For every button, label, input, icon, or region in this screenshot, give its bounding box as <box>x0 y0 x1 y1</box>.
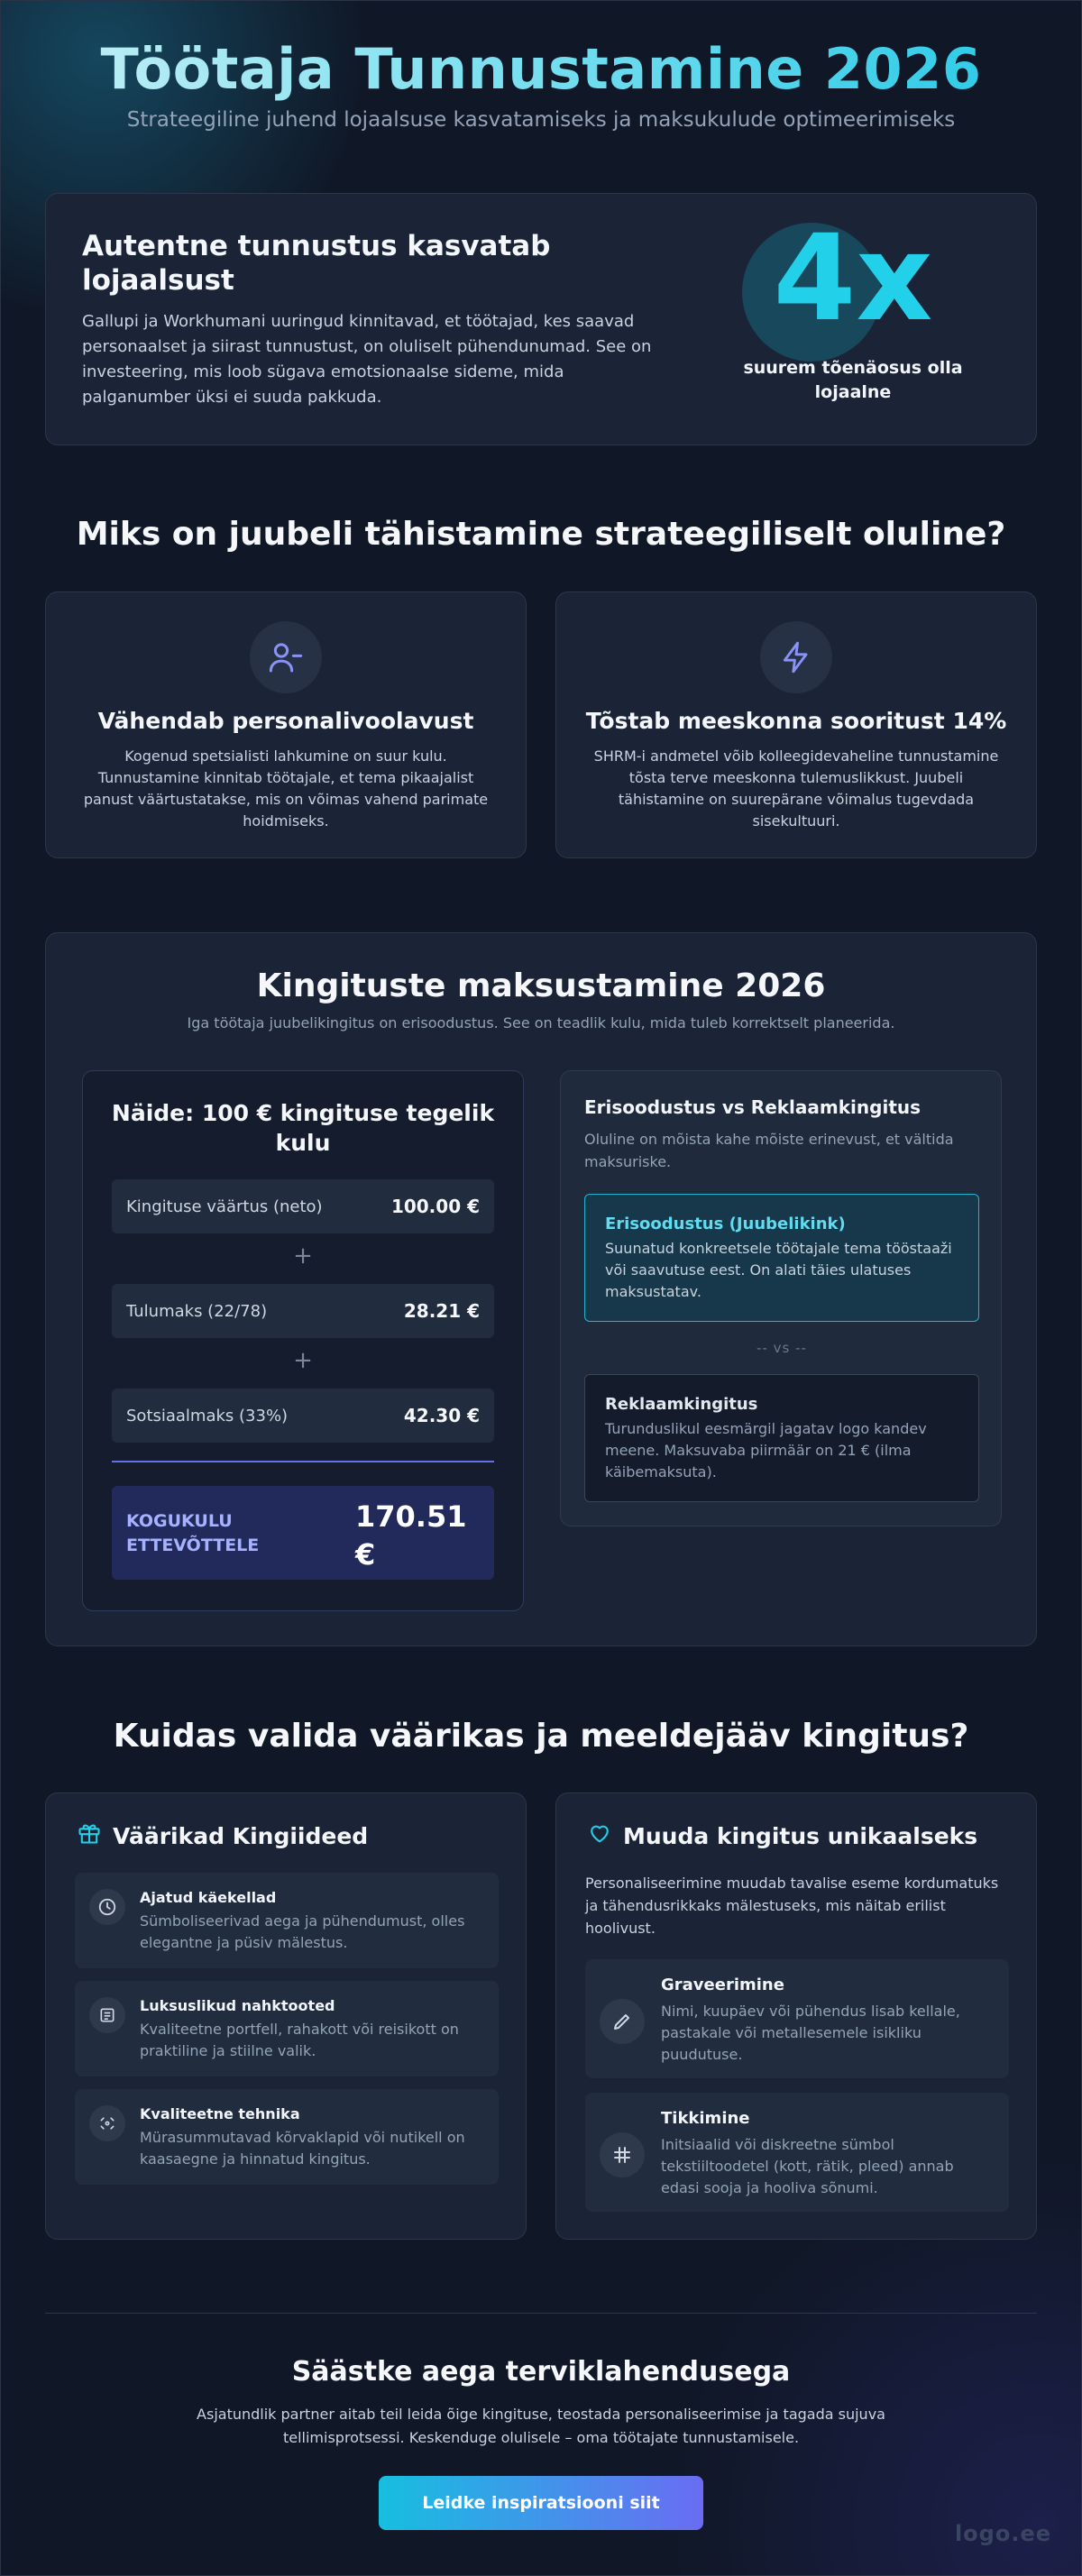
why-card-retention <box>45 591 527 858</box>
fringe-benefit-body: Suunatud konkreetsele töötajale tema tööstaaži või saavutuse eest. On alati täies ulatuses maksustatav. <box>605 1240 952 1300</box>
gift-idea-title: Ajatud käekellad <box>140 1889 277 1906</box>
why-card-title: Vähendab personalivoolavust <box>97 708 474 734</box>
tax-row-social-tax <box>112 1389 494 1443</box>
personalize-item-title: Tikkimine <box>661 2109 750 2128</box>
stat-number: 4x <box>773 209 933 348</box>
embroidery-icon <box>600 2132 645 2177</box>
tax-row-value: 42.30 € <box>403 1405 480 1426</box>
promo-gift-box <box>584 1374 979 1502</box>
gift-idea-title: Kvaliteetne tehnika <box>140 2105 300 2122</box>
gift-idea-item <box>75 1873 499 1968</box>
find-inspiration-button[interactable]: Leidke inspiratsiooni siit <box>379 2476 703 2530</box>
tax-subtitle: Iga töötaja juubelikingitus on erisoodustus. See on teadlik kulu, mida tuleb korrektselt planeerida. <box>187 1014 895 1031</box>
gift-idea-body: Kvaliteetne portfell, rahakott või reisikott on praktiline ja stiilne valik. <box>140 2021 459 2059</box>
plus-sign: + <box>293 1347 313 1374</box>
cta-body: Asjatundlik partner aitab teil leida õige kingituse, teostada personaliseerimise ja tagada sujuva tellimisprotsessi. Keskenduge olulisele – oma töötajate tunnustamisele. <box>197 2406 885 2446</box>
gift-idea-title: Luksuslikud nahktooted <box>140 1997 335 2014</box>
gift-ideas-heading-label: Väärikad Kingiideed <box>113 1822 369 1849</box>
page-title: Töötaja Tunnustamine 2026 <box>0 36 1082 102</box>
compare-subtitle: Oluline on mõista kahe mõiste erinevust, et vältida maksuriske. <box>584 1131 954 1170</box>
cta-title: Säästke aega terviklahendusega <box>291 2356 791 2388</box>
logo: logo.ee <box>954 2521 1051 2546</box>
gift-idea-body: Mürasummutavad kõrvaklapid või nutikell on kaasaegne ja hinnatud kingitus. <box>140 2129 465 2168</box>
tax-row-value: 28.21 € <box>403 1300 480 1322</box>
stat-card <box>45 193 1037 445</box>
personalize-item-body: Initsiaalid või diskreetne sümbol tekstiiltoodetel (kott, rätik, pleed) annab edasi sooja ja hooliva sõnumi. <box>661 2136 954 2196</box>
promo-gift-title: Reklaamkingitus <box>605 1395 758 1414</box>
personalize-heading <box>587 1820 977 1851</box>
tax-section <box>45 932 1037 1646</box>
personalize-item-body: Nimi, kuupäev või pühendus lisab kellale, pastakale või metallesemele isikliku puudutuse. <box>661 2003 960 2063</box>
stat-title: Autentne tunnustus kasvatab lojaalsust <box>82 230 551 297</box>
heart-icon <box>587 1820 612 1851</box>
section-divider <box>45 2313 1037 2314</box>
gifts-section-title: Kuidas valida väärikas ja meeldejääv kingitus? <box>113 1718 969 1755</box>
fringe-benefit-box <box>584 1194 979 1322</box>
compare-title: Erisoodustus vs Reklaamkingitus <box>584 1096 922 1118</box>
fringe-benefit-title: Erisoodustus (Juubelikink) <box>605 1215 846 1233</box>
page-subtitle: Strateegiline juhend lojaalsuse kasvatamiseks ja maksukulude optimeerimiseks <box>126 108 956 132</box>
tax-total-box <box>112 1486 494 1580</box>
gift-ideas-card <box>45 1792 527 2240</box>
clock-icon <box>89 1889 125 1925</box>
tax-row-label: Tulumaks (22/78) <box>126 1301 268 1321</box>
tax-row-net-value <box>112 1179 494 1233</box>
tax-total-value: 170.51 € <box>355 1499 467 1572</box>
promo-gift-body: Turunduslikul eesmärgil jagatav logo kandev meene. Maksuvaba piirmäär on 21 € (ilma käibemaksuta). <box>605 1420 927 1481</box>
headphones-icon <box>89 2105 125 2141</box>
personalize-item-title: Graveerimine <box>661 1976 784 1994</box>
tax-row-value: 100.00 € <box>390 1196 480 1217</box>
why-card-body: SHRM-i andmetel võib kolleegidevaheline tunnustamine tõsta terve meeskonna tulemuslikkust. Juubeli tähistamine on suurepärane võimalus tugevdada sisekultuuri. <box>593 747 999 830</box>
pencil-icon <box>600 1999 645 2044</box>
tax-row-income-tax <box>112 1284 494 1338</box>
why-card-performance <box>555 591 1037 858</box>
benefit-vs-promo-card <box>560 1070 1002 1526</box>
plus-sign: + <box>293 1242 313 1270</box>
tax-example-title: Näide: 100 € kingituse tegelik kulu <box>111 1100 495 1157</box>
personalize-item <box>585 2093 1009 2212</box>
tax-total-label: KOGUKULU ETTEVÕTTELE <box>126 1511 260 1555</box>
personalize-intro: Personaliseerimine muudab tavalise eseme kordumatuks ja tähendusrikkaks mälestuseks, mis näitab erilist hoolivust. <box>585 1875 999 1937</box>
gift-idea-body: Sümboliseerivad aega ja pühendumust, olles elegantne ja püsiv mälestus. <box>140 1912 465 1951</box>
personalize-item <box>585 1959 1009 2078</box>
lightning-icon <box>760 621 832 693</box>
personalize-card <box>555 1792 1037 2240</box>
total-divider <box>112 1461 494 1462</box>
why-section-title: Miks on juubeli tähistamine strateegiliselt oluline? <box>76 516 1006 553</box>
tax-row-label: Sotsiaalmaks (33%) <box>126 1406 289 1426</box>
gift-idea-item <box>75 2089 499 2185</box>
versus-label: -- vs -- <box>756 1340 807 1356</box>
stat-caption: suurem tõenäosus olla lojaalne <box>743 358 963 402</box>
tax-row-label: Kingituse väärtus (neto) <box>126 1196 323 1216</box>
gift-icon <box>77 1820 102 1851</box>
stat-body: Gallupi ja Workhumani uuringud kinnitavad, et töötajad, kes saavad personaalset ja siirast tunnustust, on oluliselt pühendunumad. See on investeering, mis loob sügava emotsionaalse sideme, mida palganumber üksi ei suuda pakkuda. <box>82 312 652 407</box>
why-card-body: Kogenud spetsialisti lahkumine on suur kulu. Tunnustamine kinnitab töötajale, et tema pikaajalist panust väärtustatakse, mis on võimas vahend parimate hoidmiseks. <box>83 747 489 830</box>
gift-ideas-heading <box>77 1820 368 1851</box>
tax-example-card <box>82 1070 524 1611</box>
why-card-title: Tõstab meeskonna sooritust 14% <box>585 708 1007 734</box>
user-minus-icon <box>250 621 322 693</box>
tax-title: Kingituste maksustamine 2026 <box>256 967 826 1004</box>
briefcase-icon <box>89 1997 125 2033</box>
gift-idea-item <box>75 1981 499 2076</box>
personalize-heading-label: Muuda kingitus unikaalseks <box>623 1822 978 1849</box>
